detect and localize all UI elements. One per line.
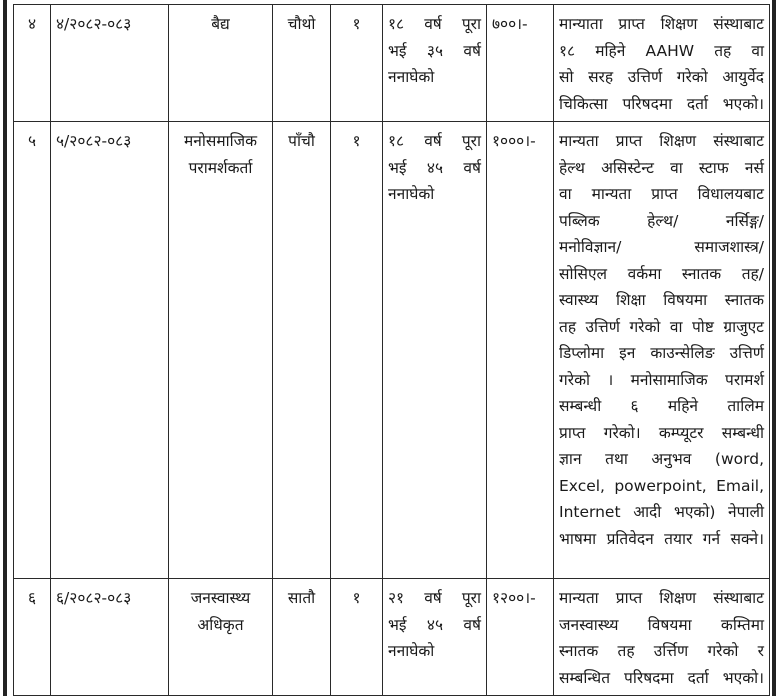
post-line: मनोसमाजिक (183, 132, 258, 150)
post-cell (169, 579, 273, 696)
qualification-line: डिप्लोमा इन काउन्सेलिङ उत्तिर्ण (559, 344, 764, 362)
page-border-right (772, 0, 776, 696)
qualification-line: Internet आदी भएको) नेपाली (559, 503, 764, 521)
qualification-line: सम्बन्धी ६ महिने तालिम (559, 397, 764, 415)
qualification-line: पब्लिक हेल्थ/ नर्सिङ्ग/ (559, 211, 764, 230)
qualification-line: ज्ञान तथा अनुभव (word, (559, 450, 764, 468)
page-border-left (3, 0, 7, 696)
vacancy-table (13, 4, 770, 696)
qualification-line: भाषमा प्रतिवेदन तयार गर्न सक्ने। (559, 529, 764, 548)
qualification-line: मान्याता प्राप्त शिक्षण संस्थाबाट (559, 15, 764, 33)
count-cell: १ (331, 5, 383, 122)
age-line: भई ३५ वर्ष (388, 41, 481, 60)
qualification-line: चिकित्सा परिषदमा दर्ता भएको। (559, 94, 764, 113)
table-row (14, 5, 770, 122)
qualification-cell (554, 5, 770, 122)
level-cell: चौथो (273, 5, 331, 122)
advertisement-no-cell: ६/२०८२-०८३ (51, 579, 169, 696)
age-line: २१ वर्ष पूरा (388, 589, 481, 607)
post-line: परामर्शकर्ता (188, 158, 253, 177)
age-line: भई ४५ वर्ष (388, 158, 481, 177)
age-line: ननाघेको (388, 68, 435, 86)
advertisement-no-cell: ५/२०८२-०८३ (51, 122, 169, 579)
age-line: १८ वर्ष पूरा (388, 132, 481, 150)
qualification-line: मनोविज्ञान/ समाजशास्त्र/ (559, 238, 764, 256)
qualification-line: गरेको । मनोसामाजिक परामर्श (559, 370, 764, 389)
qualification-line: स्नातक तह उर्त्तिण गरेको र (559, 642, 764, 660)
age-line: भई ४५ वर्ष (388, 615, 481, 634)
post-line: अधिकृत (197, 615, 244, 634)
post-line: जनस्वास्थ्य (190, 589, 251, 607)
salary-cell: १०००।- (487, 122, 554, 579)
qualification-line: Excel, powerpoint, Email, (559, 476, 764, 495)
advertisement-no-cell: ४/२०८२-०८३ (51, 5, 169, 122)
age-line: १८ वर्ष पूरा (388, 15, 481, 33)
qualification-line: मान्यता प्राप्त शिक्षण संस्थाबाट (559, 589, 764, 607)
level-cell: पाँचौ (273, 122, 331, 579)
table-row (14, 122, 770, 579)
qualification-line: वा मान्यता प्राप्त विधालयबाट (559, 185, 764, 203)
qualification-line: स्वास्थ्य शिक्षा विषयमा स्नातक (559, 291, 764, 309)
level-cell: सातौ (273, 579, 331, 696)
count-cell: १ (331, 579, 383, 696)
qualification-line: सोसिएल वर्कमा स्नातक तह/ (559, 264, 764, 283)
qualification-line: मान्यता प्राप्त शिक्षण संस्थाबाट (559, 132, 764, 150)
serial-cell: ५ (14, 122, 51, 579)
age-line: ननाघेको (388, 185, 435, 203)
qualification-line: १८ महिने AAHW तह वा (559, 41, 764, 60)
count-cell: १ (331, 122, 383, 579)
qualification-cell (554, 579, 770, 696)
age-cell (383, 122, 487, 579)
qualification-line: तह उत्तिर्ण गरेको वा पोष्ट ग्राजुएट (559, 317, 764, 336)
table-row (14, 579, 770, 696)
serial-cell: ४ (14, 5, 51, 122)
qualification-line: हेल्थ असिस्टेन्ट वा स्टाफ नर्स (559, 158, 764, 177)
serial-cell: ६ (14, 579, 51, 696)
age-line: ननाघेको (388, 642, 435, 660)
salary-cell: ७००।- (487, 5, 554, 122)
age-cell (383, 5, 487, 122)
qualification-cell (554, 122, 770, 579)
post-cell: बैद्य (169, 5, 273, 122)
qualification-line: जनस्वास्थ्य विषयमा कम्तिमा (559, 615, 764, 634)
age-cell (383, 579, 487, 696)
post-cell (169, 122, 273, 579)
qualification-line: प्राप्त गरेको। कम्प्यूटर सम्बन्धी (559, 423, 764, 442)
qualification-line: सम्बन्धित परिषदमा दर्ता भएको। (559, 668, 764, 687)
salary-cell: १२००।- (487, 579, 554, 696)
qualification-line: सो सरह उत्तिर्ण गरेको आयुर्वेद (559, 68, 764, 86)
